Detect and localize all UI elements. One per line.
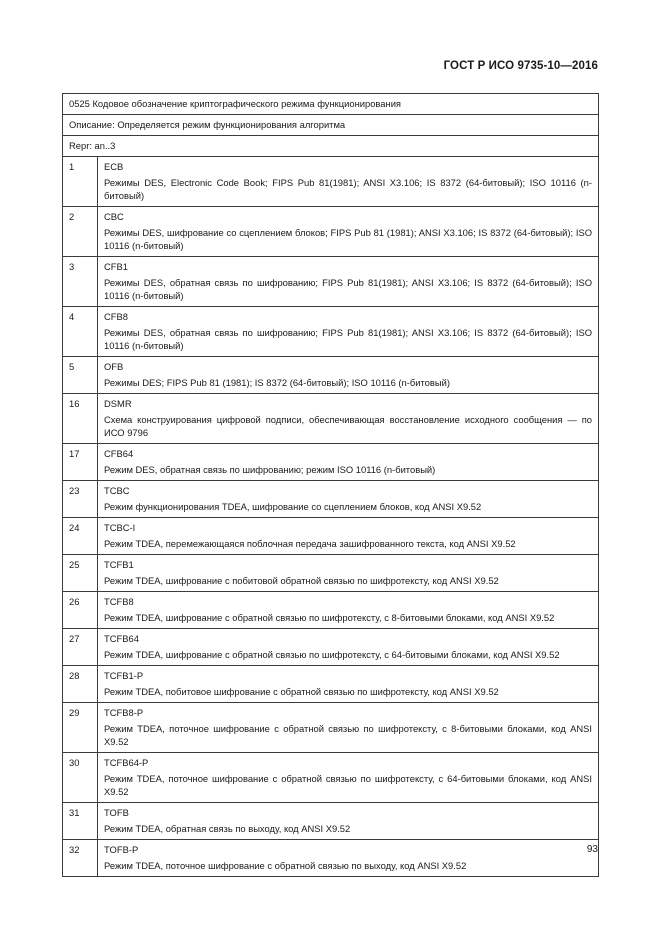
row-mode-name: CFB1 [104,261,128,272]
row-content [98,555,599,592]
row-mode-description: Режимы DES; FIPS Pub 81 (1981); IS 8372 (64-битовый); ISO 10116 (n-битовый) [104,377,450,388]
row-mode-description: Режимы DES, шифрование со сцеплением блоков; FIPS Pub 81 (1981); ANSI X3.106; IS 8372 (64-битовый); ISO 10116 (n-битовый) [104,227,592,251]
row-mode-name: TCFB8-P [104,707,144,718]
row-content [98,357,599,394]
code-table [62,93,599,877]
row-mode-description: Режим TDEA, шифрование с побитовой обратной связью по шифротексту, код ANSI X9.52 [104,575,499,586]
row-code: 26 [63,592,98,629]
row-mode-name: TCFB1 [104,559,134,570]
row-mode-name: TCFB64-P [104,757,149,768]
table-row [63,629,599,666]
row-mode-description: Режим TDEA, обратная связь по выходу, код ANSI X9.52 [104,823,351,834]
table-row [63,257,599,307]
row-code: 2 [63,207,98,257]
row-mode-description: Режим функционирования TDEA, шифрование со сцеплением блоков, код ANSI X9.52 [104,501,482,512]
row-content [98,840,599,877]
row-mode-name: CFB8 [104,311,128,322]
row-code: 5 [63,357,98,394]
row-content [98,307,599,357]
table-row [63,481,599,518]
row-mode-name: TOFB [104,807,129,818]
row-code: 24 [63,518,98,555]
table-row [63,394,599,444]
row-code: 17 [63,444,98,481]
row-mode-description: Режим TDEA, шифрование с обратной связью по шифротексту, с 64-битовыми блоками, код ANSI X9.52 [104,649,560,660]
row-content [98,394,599,444]
row-mode-description: Режим TDEA, поточное шифрование с обратной связью по шифротексту, с 64-битовыми блоками, код ANSI X9.52 [104,773,592,797]
table-title-row [63,94,599,115]
row-mode-name: CFB64 [104,448,134,459]
row-mode-name: TCFB64 [104,633,139,644]
row-code: 3 [63,257,98,307]
row-mode-name: TCBC [104,485,130,496]
row-mode-description: Режим DES, обратная связь по шифрованию; режим ISO 10116 (n-битовый) [104,464,436,475]
row-code: 4 [63,307,98,357]
row-code: 32 [63,840,98,877]
row-code: 31 [63,803,98,840]
row-mode-name: CBC [104,211,124,222]
row-code: 23 [63,481,98,518]
row-content [98,257,599,307]
row-mode-name: OFB [104,361,124,372]
table-row [63,840,599,877]
table-row [63,555,599,592]
row-mode-name: DSMR [104,398,132,409]
table-repr-row [63,136,599,157]
table-row [63,518,599,555]
table-row [63,592,599,629]
row-mode-description: Режим TDEA, поточное шифрование с обратной связью по выходу, код ANSI X9.52 [104,860,467,871]
row-mode-description: Режимы DES, Electronic Code Book; FIPS Pub 81(1981); ANSI X3.106; IS 8372 (64-битовый); ISO 10116 (n-битовый) [104,177,592,201]
table-row [63,357,599,394]
row-mode-name: ECB [104,161,124,172]
row-mode-description: Режимы DES, обратная связь по шифрованию; FIPS Pub 81(1981); ANSI X3.106; IS 8372 (64-битовый); ISO 10116 (n-битовый) [104,327,592,351]
row-mode-description: Режим TDEA, побитовое шифрование с обратной связью по шифротексту, код ANSI X9.52 [104,686,499,697]
row-mode-description: Режим TDEA, шифрование с обратной связью по шифротексту, с 8-битовыми блоками, код ANSI X9.52 [104,612,555,623]
row-content [98,803,599,840]
table-row [63,444,599,481]
table-description: Описание: Определяется режим функционирования алгоритма [63,115,599,136]
table-title: 0525 Кодовое обозначение криптографического режима функционирования [63,94,599,115]
row-mode-name: TOFB-P [104,844,139,855]
table-repr: Repr: an..3 [63,136,599,157]
table-row [63,666,599,703]
table-row [63,307,599,357]
table-row [63,753,599,803]
row-code: 16 [63,394,98,444]
row-mode-name: TCFB8 [104,596,134,607]
row-mode-description: Режимы DES, обратная связь по шифрованию; FIPS Pub 81(1981); ANSI X3.106; IS 8372 (64-битовый); ISO 10116 (n-битовый) [104,277,592,301]
row-code: 27 [63,629,98,666]
table-row [63,207,599,257]
row-mode-name: TCBC-I [104,522,136,533]
table-description-row [63,115,599,136]
row-content [98,444,599,481]
row-content [98,518,599,555]
standard-header: ГОСТ Р ИСО 9735-10—2016 [443,60,598,72]
row-mode-description: Режим TDEA, поточное шифрование с обратной связью по шифротексту, с 8-битовыми блоками, код ANSI X9.52 [104,723,592,747]
table-row [63,803,599,840]
row-mode-description: Режим TDEA, перемежающаяся поблочная передача зашифрованного текста, код ANSI X9.52 [104,538,516,549]
row-code: 25 [63,555,98,592]
row-code: 29 [63,703,98,753]
row-code: 28 [63,666,98,703]
row-content [98,157,599,207]
table-row [63,703,599,753]
row-content [98,753,599,803]
row-code: 30 [63,753,98,803]
page-number: 93 [586,844,598,855]
row-content [98,629,599,666]
row-code: 1 [63,157,98,207]
row-content [98,666,599,703]
row-content [98,207,599,257]
row-mode-description: Схема конструирования цифровой подписи, обеспечивающая восстановление исходного сообщения — по ИСО 9796 [104,414,592,438]
row-content [98,592,599,629]
table-row [63,157,599,207]
row-mode-name: TCFB1-P [104,670,144,681]
row-content [98,703,599,753]
row-content [98,481,599,518]
